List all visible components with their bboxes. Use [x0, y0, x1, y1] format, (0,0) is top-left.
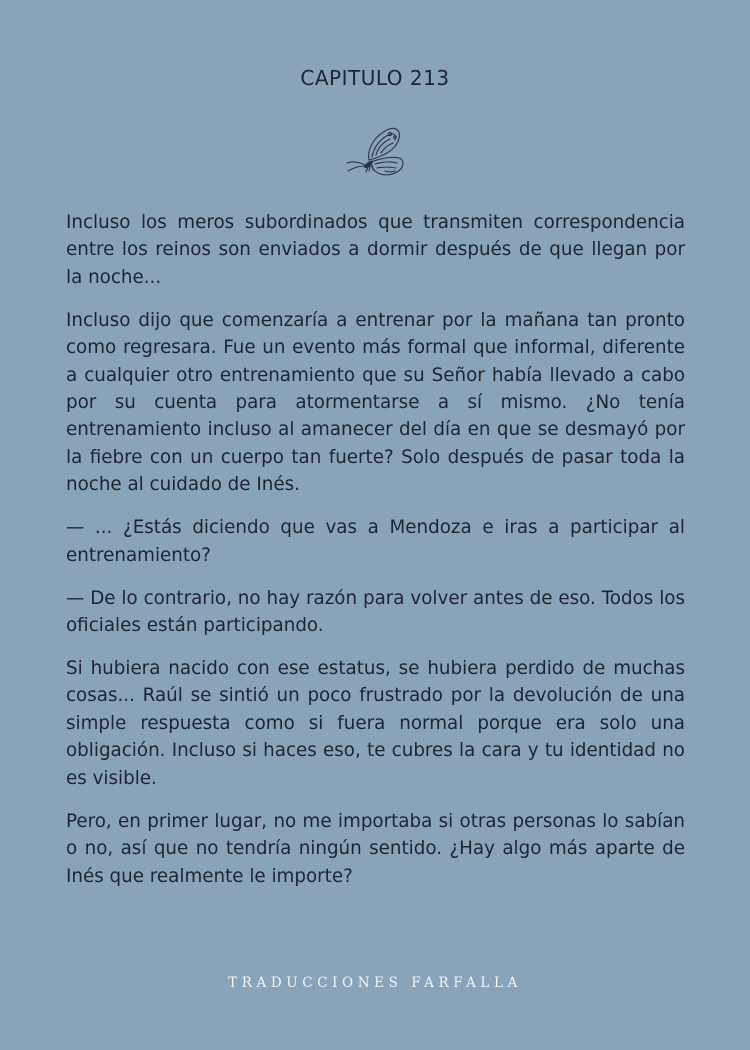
- paragraph: — De lo contrario, no hay razón para volver antes de eso. Todos los oficiales están participando.: [66, 587, 685, 637]
- paragraph: Incluso los meros subordinados que transmiten correspondencia entre los reinos son enviados a dormir después de que llegan por la noche...: [66, 212, 685, 288]
- paragraph: Incluso dijo que comenzaría a entrenar por la mañana tan pronto como regresara. Fue un evento más formal que informal, diferente a cualquier otro entrenamiento que su Señor había llevado a cabo por su cuenta para atormentarse a sí mismo. ¿No tenía entrenamiento incluso al amanecer del día en que se desmayó por la fiebre con un cuerpo tan fuerte? Solo después de pasar toda la noche al cuidado de Inés.: [66, 309, 685, 496]
- paragraph: Si hubiera nacido con ese estatus, se hubiera perdido de muchas cosas... Raúl se sintió un poco frustrado por la devolución de una simple respuesta como si fuera normal porque era solo una obligación. Incluso si haces eso, te cubres la cara y tu identidad no es visible.: [66, 658, 685, 789]
- paragraph: Pero, en primer lugar, no me importaba si otras personas lo sabían o no, así que no tendría ningún sentido. ¿Hay algo más aparte de Inés que realmente le importe?: [66, 810, 685, 887]
- chapter-title: CAPITULO 213: [300, 66, 450, 90]
- paragraph: — ... ¿Estás diciendo que vas a Mendoza e iras a participar al entrenamiento?: [66, 517, 685, 566]
- chapter-body: [66, 209, 685, 906]
- footer-credit: TRADUCCIONES FARFALLA: [228, 975, 522, 991]
- butterfly-icon: [341, 126, 407, 182]
